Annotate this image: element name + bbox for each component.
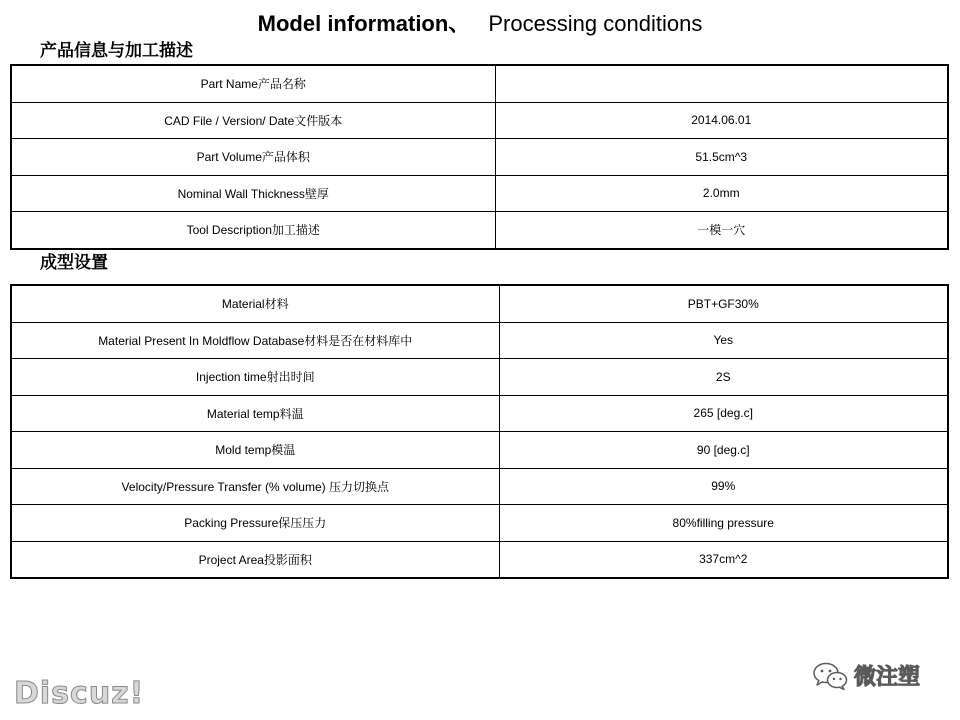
table-row <box>11 359 948 396</box>
table-row <box>11 212 948 249</box>
row-label: Material Present In Moldflow Database材料是否在材料库中 <box>11 322 499 359</box>
row-label: Velocity/Pressure Transfer (% volume) 压力切换点 <box>11 468 499 505</box>
table-row <box>11 468 948 505</box>
row-label: Project Area投影面积 <box>11 541 499 578</box>
table-row <box>11 139 948 176</box>
row-label: CAD File / Version/ Date文件版本 <box>11 102 495 139</box>
molding-settings-table <box>10 284 949 579</box>
row-label: Material材料 <box>11 285 499 322</box>
row-value: 51.5cm^3 <box>495 139 948 176</box>
table-row <box>11 175 948 212</box>
row-value: 2S <box>499 359 948 396</box>
row-value <box>495 65 948 102</box>
table-row <box>11 541 948 578</box>
wechat-icon <box>812 661 848 691</box>
table-row <box>11 285 948 322</box>
title-separator: 、 <box>448 11 471 36</box>
wechat-watermark-text: 微注塑 <box>854 665 921 690</box>
table-row <box>11 322 948 359</box>
row-value: Yes <box>499 322 948 359</box>
table-row <box>11 102 948 139</box>
section-label-product-info: 产品信息与加工描述 <box>40 41 193 61</box>
table-row <box>11 395 948 432</box>
title-secondary: Processing conditions <box>488 11 703 36</box>
row-value: 337cm^2 <box>499 541 948 578</box>
row-label: Part Name产品名称 <box>11 65 495 102</box>
table-row <box>11 505 948 542</box>
table-row <box>11 65 948 102</box>
row-label: Material temp料温 <box>11 395 499 432</box>
row-label: Tool Description加工描述 <box>11 212 495 249</box>
section-label-molding-settings: 成型设置 <box>40 253 108 273</box>
discuz-watermark: Discuz! <box>14 676 145 711</box>
row-label: Injection time射出时间 <box>11 359 499 396</box>
page-title <box>0 10 960 38</box>
row-label: Packing Pressure保压压力 <box>11 505 499 542</box>
row-label: Nominal Wall Thickness壁厚 <box>11 175 495 212</box>
row-value: 一模一穴 <box>495 212 948 249</box>
row-label: Mold temp模温 <box>11 432 499 469</box>
row-value: 80%filling pressure <box>499 505 948 542</box>
product-info-table <box>10 64 949 250</box>
row-value: 90 [deg.c] <box>499 432 948 469</box>
row-label: Part Volume产品体积 <box>11 139 495 176</box>
row-value: 2.0mm <box>495 175 948 212</box>
table-row <box>11 432 948 469</box>
row-value: PBT+GF30% <box>499 285 948 322</box>
wechat-watermark <box>812 660 920 691</box>
title-main: Model information <box>257 11 449 36</box>
row-value: 2014.06.01 <box>495 102 948 139</box>
row-value: 99% <box>499 468 948 505</box>
row-value: 265 [deg.c] <box>499 395 948 432</box>
